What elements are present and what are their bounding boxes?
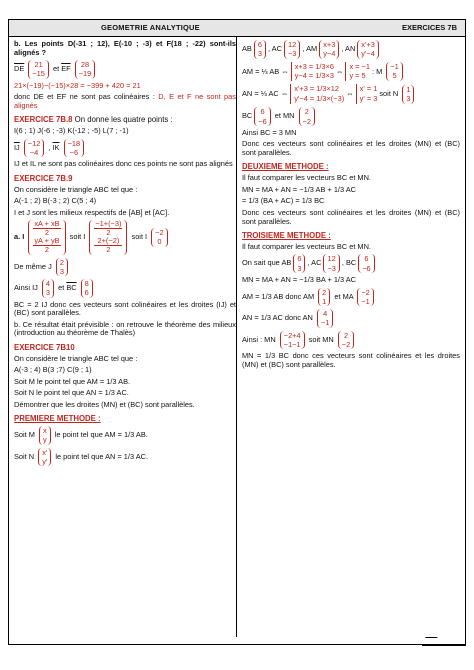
method2-intro: Il faut comparer les vecteurs BC et MN. bbox=[242, 173, 371, 183]
conclusion-method2: Donc ces vecteurs sont colinéaires et les droites (MN) et (BC) sont parallèles. bbox=[242, 207, 460, 226]
method3-known: On sait que AB 6 3 , AC 12 −3 , BC 6 −6 bbox=[242, 254, 460, 273]
method2-line1: MN = MA + AN = −1/3 AB + 1/3 AC bbox=[242, 184, 357, 194]
exercise-7b10-intro: On considère le triangle ABC tel que : bbox=[14, 353, 138, 363]
determinant-line: 21×(−19)−(−15)×28 = −399 + 420 = 21 bbox=[14, 80, 141, 90]
point-i-result: −2 0 bbox=[151, 228, 167, 247]
demonstrate-text: Démontrer que les droites (MN) et (BC) sont parallèles. bbox=[14, 399, 195, 409]
method-3-title: TROISIEME METHODE : bbox=[242, 231, 331, 241]
method3-intro: Il faut comparer les vecteurs BC et MN. bbox=[242, 241, 371, 251]
vectors-de-ef: $\overline{DE}$ 21 −15 et $\overline{EF}$ 28 −19 bbox=[14, 60, 236, 79]
vector-ij: −12 −4 bbox=[24, 139, 45, 158]
bc-equals-3mn: Ainsi BC = 3 MN bbox=[242, 127, 297, 137]
points-ijkl: I(6 ; 1) J(-6 ; -3) K(-12 ; -5) L(7 ; -1) bbox=[14, 126, 129, 136]
vector-ik: −18 −6 bbox=[64, 139, 85, 158]
page-header bbox=[8, 19, 466, 37]
midpoints-text: I et J sont les milieux respectifs de [AB] et [AC]. bbox=[14, 207, 170, 217]
exercise-7b9-title: EXERCICE 7B.9 bbox=[14, 173, 73, 183]
bc-relation: BC = 2 IJ donc ces vecteurs sont colinéaires et les droites (IJ) et (BC) sont parallèles. bbox=[14, 299, 236, 318]
vectors-ij-bc: Ainsi IJ 4 3 et $\overline{BC}$ 8 6 bbox=[14, 279, 236, 298]
vectors-ab-ac-am-an: AB 6 3 , AC 12 −3 , AM x+3 y−4 , AN x'+3 y'−4 bbox=[242, 40, 460, 59]
conclusion-method1: Donc ces vecteurs sont colinéaires et les droites (MN) et (BC) sont parallèles. bbox=[242, 139, 460, 157]
method1-point-m: Soit M x y le point tel que AM = 1/3 AB. bbox=[14, 426, 148, 445]
page-corner-mark bbox=[422, 637, 466, 646]
method3-mn: Ainsi : MN −2+4 −1−1 soit MN 2 −2 bbox=[242, 331, 460, 350]
header-title: GEOMETRIE ANALYTIQUE bbox=[101, 23, 200, 32]
method2-line2: = 1/3 (BA + AC) = 1/3 BC bbox=[242, 196, 325, 206]
method1-point-n: Soit N x' y' le point tel que AN = 1/3 AC. bbox=[14, 447, 149, 466]
method3-line1: MN = MA + AN = −1/3 BA + 1/3 AC bbox=[242, 274, 357, 284]
point-i-calc: a. I xA + xB 2 yA + yB 2 soit I −1+(−3) 2 2+(−2) 2 soit I −2 0 bbox=[14, 220, 236, 255]
result-b: b. Ce résultat était prévisible : on retrouve le théorème des milieux (introduction au théorème de Thalès) bbox=[14, 319, 236, 338]
vectors-ij-ik: $\overline{IJ}$ −12 −4 , $\overline{IK}$ −18 −6 bbox=[14, 139, 236, 158]
right-column bbox=[242, 40, 460, 372]
point-j: De même J 2 3 bbox=[14, 258, 236, 277]
method3-an: AN = 1/3 AC donc AN 4 −1 bbox=[242, 309, 460, 328]
conclusion-de: donc DE et EF ne sont pas colinéaires : D, E et F ne sont pas alignés bbox=[14, 92, 236, 110]
system-n: AN = ⅓ AC ⇔ x'+3 = 1/3×12 y'−4 = 1/3×(−3) ⇔ x' = 1 y' = 3 soit N 1 3 bbox=[242, 84, 460, 104]
vector-de: 21 −15 bbox=[28, 60, 49, 79]
method-1-title: PREMIERE METHODE : bbox=[14, 414, 101, 424]
exercise-7b8-title: EXERCICE 7B.8 On donne les quatre points : bbox=[14, 115, 173, 125]
point-n-def: Soit N le point tel que AN = 1/3 AC. bbox=[14, 388, 129, 398]
left-column bbox=[14, 40, 236, 469]
points-abc-2: A(-3 ; 4) B(3 ;7) C(9 ; 1) bbox=[14, 365, 92, 375]
conclusion-method3: MN = 1/3 BC donc ces vecteurs sont colinéaires et les droites (MN) et (BC) sont parallèles. bbox=[242, 351, 460, 369]
system-m: AM = ⅓ AB ⇔ x+3 = 1/3×6 y−4 = 1/3×3 ⇔ x = −1 y = 5 : M −1 5 bbox=[242, 62, 460, 82]
conclusion-7b8: IJ et IL ne sont pas colinéaires donc ces points ne sont pas alignés bbox=[14, 159, 233, 169]
exercise-7b10-title: EXERCICE 7B10 bbox=[14, 342, 75, 352]
points-abc: A(-1 ; 2) B(-3 ; 2) C(5 ; 4) bbox=[14, 196, 97, 206]
method3-am: AM = 1/3 AB donc AM 2 1 et MA −2 −1 bbox=[242, 288, 460, 307]
method-2-title: DEUXIEME METHODE : bbox=[242, 162, 329, 172]
exercise-7b9-intro: On considère le triangle ABC tel que : bbox=[14, 184, 138, 194]
header-exercise: EXERCICES 7B bbox=[401, 23, 457, 32]
question-b: b. Les points D(-31 ; 12), E(-10 ; -3) et F(18 ; -22) sont-ils alignés ? bbox=[14, 39, 236, 57]
column-divider bbox=[236, 37, 237, 637]
point-m-def: Soit M le point tel que AM = 1/3 AB. bbox=[14, 376, 131, 386]
vector-ef: 28 −19 bbox=[75, 60, 96, 79]
vectors-bc-mn: BC 6 −6 et MN 2 −2 bbox=[242, 107, 460, 126]
